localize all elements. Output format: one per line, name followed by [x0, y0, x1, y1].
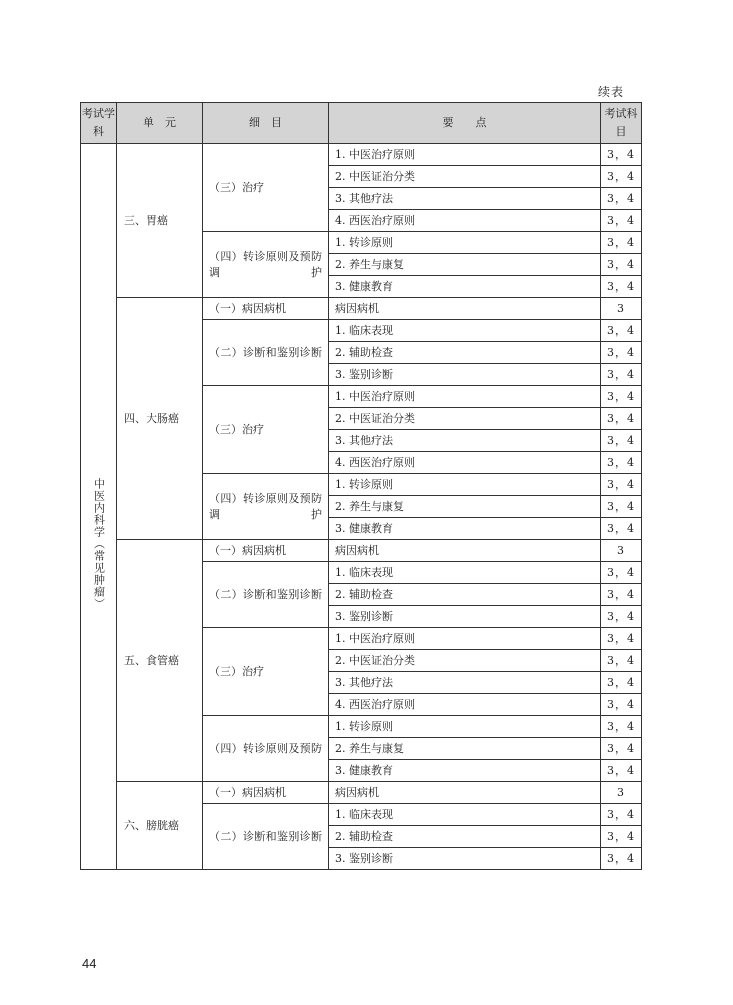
subject-cell: [81, 144, 117, 870]
header-row: [81, 103, 642, 144]
item-cell: （二）诊断和鉴别诊断: [203, 320, 329, 386]
exam-code-cell: 3，4: [601, 364, 642, 386]
table-row: [81, 144, 642, 166]
point-cell: 3. 鉴别诊断: [329, 364, 601, 386]
exam-code-cell: 3，4: [601, 232, 642, 254]
exam-code-cell: 3，4: [601, 606, 642, 628]
exam-code-cell: 3，4: [601, 848, 642, 870]
point-cell: 4. 西医治疗原则: [329, 452, 601, 474]
point-cell: 4. 西医治疗原则: [329, 694, 601, 716]
point-cell: 3. 其他疗法: [329, 672, 601, 694]
exam-code-cell: 3，4: [601, 254, 642, 276]
header-point: 要 点: [329, 103, 601, 144]
point-cell: 3. 鉴别诊断: [329, 606, 601, 628]
table-body: [81, 144, 642, 870]
point-cell: 3. 其他疗法: [329, 188, 601, 210]
exam-code-cell: 3，4: [601, 694, 642, 716]
exam-code-cell: 3，4: [601, 166, 642, 188]
header-unit: 单 元: [117, 103, 203, 144]
item-cell: （四）转诊原则及预防: [203, 716, 329, 782]
point-cell: 1. 临床表现: [329, 804, 601, 826]
item-cell: （三）治疗: [203, 144, 329, 232]
exam-code-cell: 3，4: [601, 562, 642, 584]
syllabus-table: [80, 102, 642, 870]
item-cell: （四）转诊原则及预防调护: [203, 232, 329, 298]
point-cell: 1. 中医治疗原则: [329, 628, 601, 650]
point-cell: 1. 中医治疗原则: [329, 144, 601, 166]
point-cell: 1. 中医治疗原则: [329, 386, 601, 408]
point-cell: 2. 中医证治分类: [329, 650, 601, 672]
exam-code-cell: 3，4: [601, 188, 642, 210]
item-cell: （一）病因病机: [203, 540, 329, 562]
exam-code-cell: 3: [601, 782, 642, 804]
exam-code-cell: 3，4: [601, 826, 642, 848]
point-cell: 病因病机: [329, 298, 601, 320]
point-cell: 2. 辅助检查: [329, 826, 601, 848]
item-cell: （一）病因病机: [203, 298, 329, 320]
exam-code-cell: 3，4: [601, 276, 642, 298]
exam-code-cell: 3，4: [601, 628, 642, 650]
exam-code-cell: 3，4: [601, 386, 642, 408]
exam-code-cell: 3，4: [601, 474, 642, 496]
table-header: [81, 103, 642, 144]
table-row: [81, 298, 642, 320]
point-cell: 3. 其他疗法: [329, 430, 601, 452]
exam-code-cell: 3，4: [601, 738, 642, 760]
exam-code-cell: 3: [601, 540, 642, 562]
point-cell: 3. 健康教育: [329, 760, 601, 782]
exam-code-cell: 3，4: [601, 672, 642, 694]
exam-code-cell: 3，4: [601, 144, 642, 166]
unit-cell: 五、食管癌: [117, 540, 203, 782]
exam-code-cell: 3，4: [601, 210, 642, 232]
exam-code-cell: 3，4: [601, 760, 642, 782]
exam-code-cell: 3，4: [601, 430, 642, 452]
unit-cell: 四、大肠癌: [117, 298, 203, 540]
point-cell: 4. 西医治疗原则: [329, 210, 601, 232]
exam-code-cell: 3，4: [601, 320, 642, 342]
point-cell: 2. 养生与康复: [329, 254, 601, 276]
point-cell: 2. 养生与康复: [329, 738, 601, 760]
exam-code-cell: 3，4: [601, 408, 642, 430]
table-row: [81, 540, 642, 562]
point-cell: 病因病机: [329, 540, 601, 562]
unit-cell: 六、膀胱癌: [117, 782, 203, 870]
point-cell: 1. 转诊原则: [329, 474, 601, 496]
exam-code-cell: 3，4: [601, 452, 642, 474]
point-cell: 3. 健康教育: [329, 518, 601, 540]
point-cell: 2. 辅助检查: [329, 342, 601, 364]
exam-code-cell: 3，4: [601, 496, 642, 518]
continued-table-label: 续表: [598, 85, 625, 99]
header-subject: 考试学科: [81, 103, 117, 144]
page-number: 44: [82, 956, 97, 971]
point-cell: 病因病机: [329, 782, 601, 804]
point-cell: 2. 中医证治分类: [329, 166, 601, 188]
exam-code-cell: 3，4: [601, 518, 642, 540]
item-cell: （二）诊断和鉴别诊断: [203, 804, 329, 870]
item-cell: （三）治疗: [203, 628, 329, 716]
item-cell: （二）诊断和鉴别诊断: [203, 562, 329, 628]
point-cell: 1. 转诊原则: [329, 716, 601, 738]
header-code: 考试科目: [601, 103, 642, 144]
point-cell: 2. 中医证治分类: [329, 408, 601, 430]
point-cell: 2. 辅助检查: [329, 584, 601, 606]
point-cell: 1. 临床表现: [329, 562, 601, 584]
exam-code-cell: 3，4: [601, 342, 642, 364]
exam-code-cell: 3，4: [601, 716, 642, 738]
point-cell: 1. 转诊原则: [329, 232, 601, 254]
point-cell: 1. 临床表现: [329, 320, 601, 342]
exam-code-cell: 3: [601, 298, 642, 320]
exam-code-cell: 3，4: [601, 650, 642, 672]
point-cell: 2. 养生与康复: [329, 496, 601, 518]
unit-cell: 三、胃癌: [117, 144, 203, 298]
subject-label: 中医内科学（常见肿瘤）: [92, 478, 106, 610]
point-cell: 3. 鉴别诊断: [329, 848, 601, 870]
exam-code-cell: 3，4: [601, 584, 642, 606]
item-cell: （一）病因病机: [203, 782, 329, 804]
table-row: [81, 782, 642, 804]
header-item: 细 目: [203, 103, 329, 144]
item-cell: （三）治疗: [203, 386, 329, 474]
point-cell: 3. 健康教育: [329, 276, 601, 298]
exam-code-cell: 3，4: [601, 804, 642, 826]
item-cell: （四）转诊原则及预防调护: [203, 474, 329, 540]
